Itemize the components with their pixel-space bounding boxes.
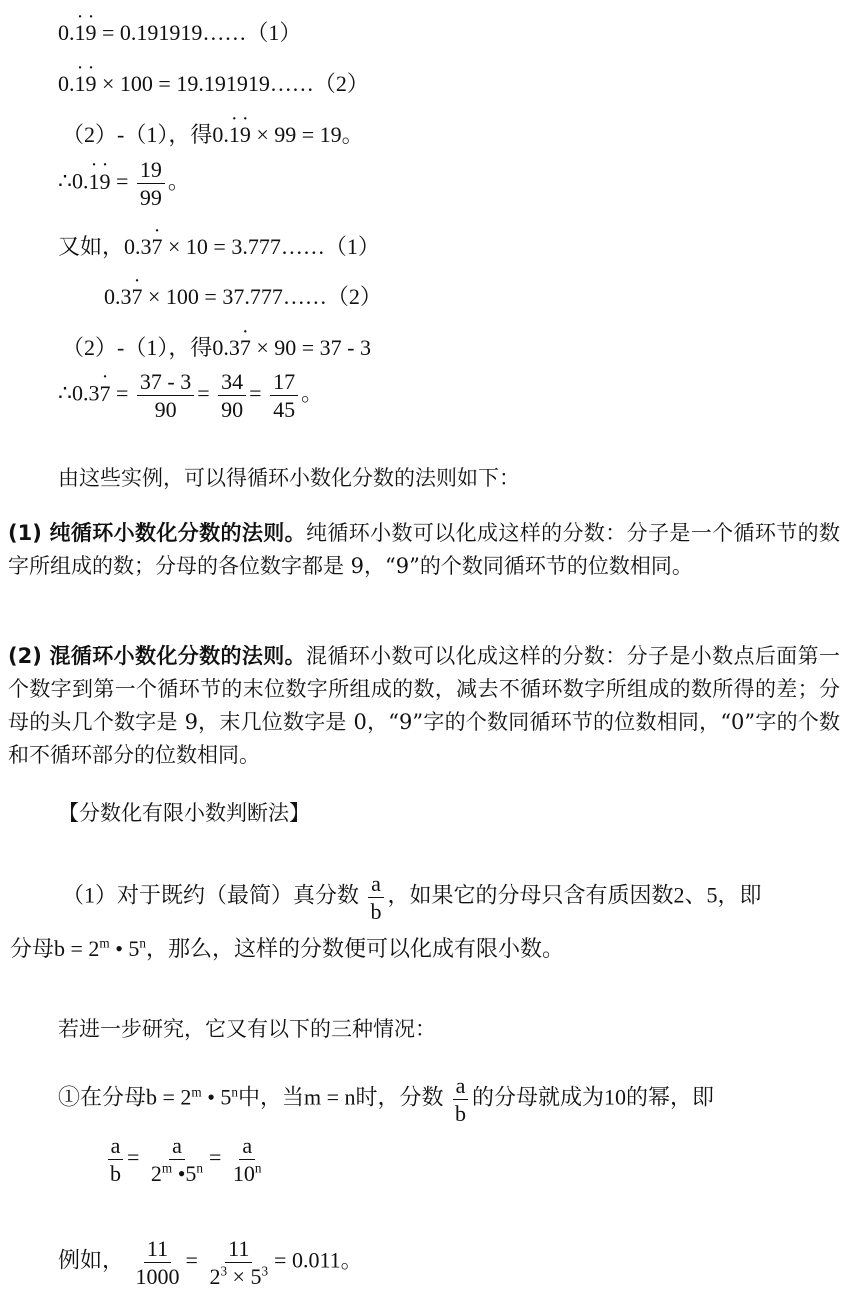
case-1-equation: $\frac{a}{b}$ = $\frac{a}{2^m •5^n}$ = $\frac{a}{10^n}$ <box>104 1134 268 1185</box>
fraction-11-2cubed-5cubed: $\frac{11}{2^3 \times 5^3}$ <box>209 1236 269 1290</box>
fraction-37-3-90: $\frac{37 - 3}{90}$ <box>137 370 194 421</box>
rule-2-title: (2) 混循环小数化分数的法则。 <box>8 644 306 668</box>
eq-line-4: ∴0.· 1· 9 = $\frac{19}{99}$ 。 <box>58 158 190 209</box>
rule-1-body: 纯循环小数可以化成这样的分数：分子是一个循环节的数字所组成的数；分母的各位数字都是 9，“9”的个数同循环节的位数相同。 <box>8 521 840 578</box>
rule-2-paragraph <box>8 640 840 772</box>
eq-line-7: （2）-（1），得0.3· 7 × 90 = 37 - 3 <box>62 331 371 362</box>
fraction-a-b: $\frac{a}{b}$ <box>368 872 385 923</box>
fraction-a-over-10n: $\frac{a}{10^n}$ <box>232 1133 262 1187</box>
eq-line-8: ∴0.3· 7 = $\frac{37 - 3}{90}$ = $\frac{34}{90}$ = $\frac{17}{45}$ 。 <box>58 370 323 421</box>
fraction-34-90: $\frac{34}{90}$ <box>218 370 246 421</box>
eq-line-1: 0.· 1· 9 = 0.191919……（1） <box>58 16 301 47</box>
fraction-a-over-2m5n: $\frac{a}{2^m •5^n}$ <box>150 1133 203 1187</box>
example-line: 例如， $\frac{11}{1000}$ = $\frac{11}{2^3 \times 5^3}$ = 0.011。 <box>58 1236 363 1290</box>
eq-line-5: 又如，0.3· 7 × 10 = 3.777……（1） <box>58 230 380 261</box>
fraction-11-1000: $\frac{11}{1000}$ <box>135 1236 180 1290</box>
rule-1-title: (1) 纯循环小数化分数的法则。 <box>8 521 306 545</box>
eq-line-3: （2）-（1），得0.· 1· 9 × 99 = 19。 <box>62 118 364 149</box>
fraction-17-45: $\frac{17}{45}$ <box>270 370 298 421</box>
section-heading: 【分数化有限小数判断法】 <box>58 801 310 825</box>
eq-line-6: 0.3· 7 × 100 = 37.777……（2） <box>104 280 382 311</box>
finite-line-2: 分母$b = 2^m$ • 5$^n$，那么，这样的分数便可以化成有限小数。 <box>10 935 564 961</box>
eq-line-2: 0.· 1· 9 × 100 = 19.191919……（2） <box>58 67 369 98</box>
fraction-a-over-b: $\frac{a}{b}$ <box>107 1134 124 1185</box>
intro-text: 由这些实例，可以得循环小数化分数的法则如下： <box>58 466 520 490</box>
fraction-a-b-2: $\frac{a}{b}$ <box>452 1074 469 1125</box>
rule-2-body: 混循环小数可以化成这样的分数：分子是小数点后面第一个数字到第一个循环节的末位数字所组成的数，减去不循环数字所组成的数所得的差；分母的头几个数字是 9，末几位数字是 0，“9”字的个数同循环节的位数相同，“0”字的个数和不循环部分的位数相同。 <box>8 644 840 767</box>
rule-1-paragraph <box>8 517 840 583</box>
case-1-line: ①在分母$b = 2^m$ • 5$^n$中，当m = n时，分数 $\frac{a}{b}$ 的分母就成为10的幂，即 <box>58 1073 715 1127</box>
fraction-19-99: $\frac{19}{99}$ <box>137 158 165 209</box>
further-text: 若进一步研究，它又有以下的三种情况： <box>58 1017 436 1041</box>
finite-line-1: （1）对于既约（最简）真分数 $\frac{a}{b}$ ，如果它的分母只含有质因数2、5，即 <box>62 871 762 925</box>
